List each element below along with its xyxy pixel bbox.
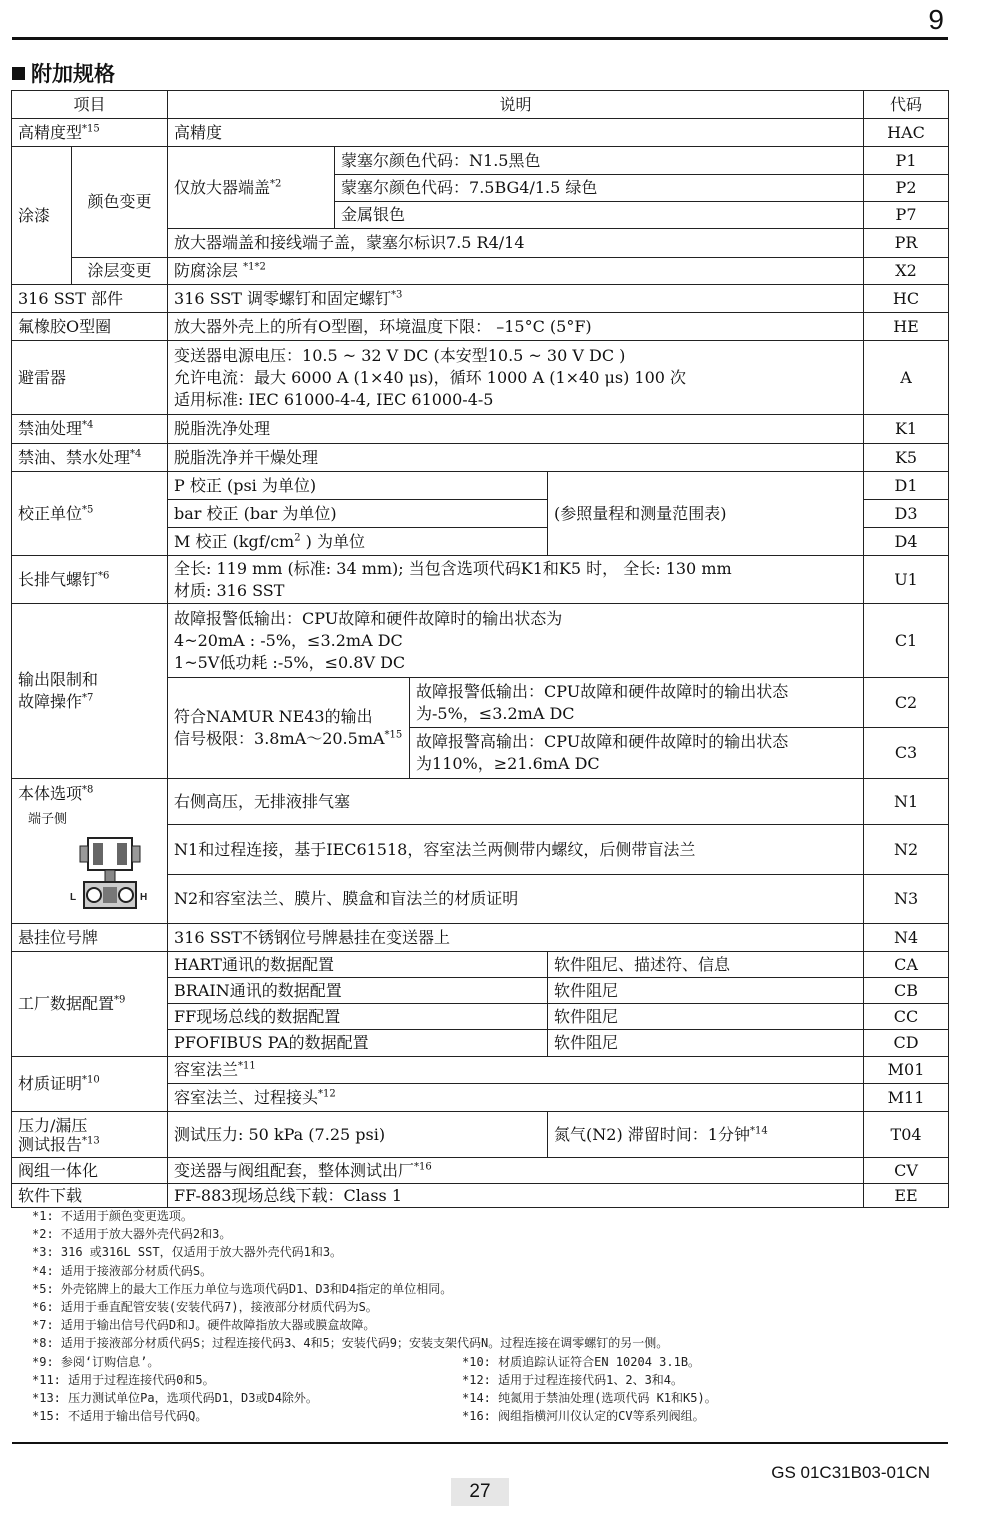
code-cell: HC (864, 285, 949, 313)
desc-cell: 右侧高压，无排液排气塞 (168, 779, 864, 825)
table-row (12, 258, 949, 285)
desc-cell: 软件阻尼、描述符、信息 (548, 952, 864, 978)
header-description: 说明 (168, 91, 864, 119)
desc-cell: 故障报警高输出：CPU故障和硬件故障时的输出状态 为110%，≥21.6mA DC (410, 728, 864, 779)
code-cell: P2 (864, 175, 949, 202)
item-cell: 禁油、禁水处理$^{*4}$ (12, 444, 168, 472)
chapter-number: 9 (928, 4, 944, 35)
item-cell: 316 SST 部件 (12, 285, 168, 313)
footnote-pair (32, 1371, 932, 1389)
footnote: *2: 不适用于放大器外壳代码2和3。 (32, 1227, 232, 1242)
desc-cell: M 校正 ($kgf/cm^2$ ) 为单位 (168, 528, 548, 556)
code-cell: CB (864, 978, 949, 1004)
desc-cell: PFOFIBUS PA的数据配置 (168, 1030, 548, 1057)
code-cell: N2 (864, 825, 949, 875)
item-cell: 悬挂位号牌 (12, 924, 168, 952)
desc-cell: 蒙塞尔颜色代码：N1.5黑色 (335, 147, 864, 175)
code-cell: PR (864, 229, 949, 258)
desc-cell: 全长: 119 mm (标准: 34 mm); 当包含选项代码K1和K5 时， 全长: 130 mm 材质: 316 SST (168, 556, 864, 604)
code-cell: HE (864, 313, 949, 341)
header-code: 代码 (864, 91, 949, 119)
item-cell: 工厂数据配置$^{*9}$ (12, 952, 168, 1057)
footnote: *1: 不适用于颜色变更选项。 (32, 1209, 193, 1223)
desc-cell: 316 SST不锈钢位号牌悬挂在变送器上 (168, 924, 864, 952)
item-cell: 软件下载 (12, 1184, 168, 1208)
desc-cell: 脱脂洗净处理 (168, 415, 864, 444)
section-title (12, 58, 115, 88)
code-cell: X2 (864, 258, 949, 285)
code-cell: C2 (864, 678, 949, 728)
code-cell: CD (864, 1030, 949, 1057)
item-cell: 压力/漏压 测试报告$^{*13}$ (12, 1112, 168, 1158)
desc-cell: 氮气(N2) 滞留时间：1分钟$^{*14}$ (548, 1112, 864, 1158)
table-row (12, 444, 949, 472)
desc-cell: 测试压力: 50 kPa (7.25 psi) (168, 1112, 548, 1158)
table-row (12, 313, 949, 341)
code-cell: P1 (864, 147, 949, 175)
table-row (12, 1184, 949, 1208)
desc-cell: BRAIN通讯的数据配置 (168, 978, 548, 1004)
desc-cell: P 校正 (psi 为单位) (168, 472, 548, 500)
code-cell: C1 (864, 604, 949, 678)
footnote: *14: 纯氮用于禁油处理(选项代码 K1和K5)。 (462, 1390, 717, 1405)
desc-cell: 故障报警低输出：CPU故障和硬件故障时的输出状态 为-5%，≤3.2mA DC (410, 678, 864, 728)
page-number: 27 (451, 1478, 509, 1506)
top-rule (12, 37, 948, 40)
section-title-text: 附加规格 (31, 62, 115, 86)
footnote: *9: 参阅‘订购信息’。 (32, 1354, 160, 1369)
desc-cell: 脱脂洗净并干燥处理 (168, 444, 864, 472)
transmitter-diagram-icon (70, 835, 148, 917)
footnote: *7: 适用于输出信号代码D和J。硬件故障指放大器或膜盒故障。 (32, 1318, 376, 1333)
code-cell: D3 (864, 500, 949, 528)
code-cell: CC (864, 1004, 949, 1030)
table-row (12, 415, 949, 444)
desc-cell: FF现场总线的数据配置 (168, 1004, 548, 1030)
spec-table (11, 90, 949, 1208)
desc-cell: N2和容室法兰、膜片、膜盒和盲法兰的材质证明 (168, 875, 864, 924)
desc-cell: 变送器与阀组配套，整体测试出厂$^{*16}$ (168, 1158, 864, 1184)
square-bullet-icon (12, 67, 25, 80)
table-row (12, 556, 949, 604)
desc-cell: 高精度 (168, 119, 864, 147)
table-row (12, 1158, 949, 1184)
footnote: *16: 阀组指横河川仪认定的CV等系列阀组。 (462, 1409, 705, 1424)
footnote: *6: 适用于垂直配管安装(安装代码7)，接液部分材质代码为S。 (32, 1299, 378, 1314)
item-cell: 氟橡胶O型圈 (12, 313, 168, 341)
desc-cell: bar 校正 (bar 为单位) (168, 500, 548, 528)
footnote: *4: 适用于接液部分材质代码S。 (32, 1263, 213, 1278)
item-cell: 材质证明$^{*10}$ (12, 1057, 168, 1112)
desc-cell: 防腐涂层 $^{*1*2}$ (168, 258, 864, 285)
item-subcell: 颜色变更 (72, 147, 168, 258)
item-cell: 输出限制和 故障操作$^{*7}$ (12, 604, 168, 779)
table-header-row (12, 91, 949, 119)
bottom-rule (12, 1442, 948, 1444)
code-cell: CA (864, 952, 949, 978)
table-row (12, 285, 949, 313)
code-cell: K5 (864, 444, 949, 472)
desc-cell: 容室法兰、过程接头$^{*12}$ (168, 1084, 864, 1112)
desc-cell: 放大器端盖和接线端子盖，蒙塞尔标识7.5 R4/14 (168, 229, 864, 258)
desc-cell: 放大器外壳上的所有O型圈，环境温度下限： –15°C (5°F) (168, 313, 864, 341)
code-cell: N4 (864, 924, 949, 952)
item-cell: 涂漆 (12, 147, 72, 285)
table-row (12, 1057, 949, 1084)
code-cell: EE (864, 1184, 949, 1208)
document-number: GS 01C31B03-01CN (771, 1463, 930, 1482)
code-cell: A (864, 341, 949, 415)
footnote: *15: 不适用于输出信号代码Q。 (32, 1409, 208, 1424)
transmitter-figure (70, 835, 161, 923)
code-cell: C3 (864, 728, 949, 779)
desc-cell: 316 SST 调零螺钉和固定螺钉$^{*3}$ (168, 285, 864, 313)
desc-cell: 故障报警低输出：CPU故障和硬件故障时的输出状态为 4~20mA : -5%，≤3.2mA DC 1~5V低功耗 :-5%，≤0.8V DC (168, 604, 864, 678)
table-row (12, 119, 949, 147)
code-cell: HAC (864, 119, 949, 147)
table-row (12, 779, 949, 825)
footnote: *11: 适用于过程连接代码0和5。 (32, 1372, 215, 1387)
table-row (12, 1112, 949, 1158)
table-row (12, 924, 949, 952)
footnote: *8: 适用于接液部分材质代码S；过程连接代码3、4和5；安装代码9；安装支架代码N。过程连接在调零螺钉的另一侧。 (32, 1336, 669, 1351)
footnote-pair (32, 1353, 932, 1371)
footnote-pair (32, 1407, 932, 1425)
item-cell: 校正单位$^{*5}$ (12, 472, 168, 556)
code-cell: N1 (864, 779, 949, 825)
footnote: *12: 适用于过程连接代码1、2、3和4。 (462, 1372, 684, 1387)
desc-cell: 仅放大器端盖$^{*2}$ (168, 147, 335, 229)
code-cell: M01 (864, 1057, 949, 1084)
low-side-label: L (70, 892, 77, 903)
high-side-label: H (140, 892, 148, 903)
code-cell: D4 (864, 528, 949, 556)
item-cell: 长排气螺钉$^{*6}$ (12, 556, 168, 604)
terminal-side-label: 端子侧 (28, 812, 68, 827)
desc-cell: 容室法兰$^{*11}$ (168, 1057, 864, 1084)
desc-cell: N1和过程连接，基于IEC61518，容室法兰两侧带内螺纹，后侧带盲法兰 (168, 825, 864, 875)
desc-cell: 符合NAMUR NE43的输出 信号极限：$3.8mA\sim 20.5mA^{*15}$ (168, 678, 410, 779)
footnote: *10: 材质追踪认证符合EN 10204 3.1B。 (462, 1354, 701, 1369)
item-cell: 高精度型$^{*15}$ (12, 119, 168, 147)
table-row (12, 341, 949, 415)
desc-cell: HART通讯的数据配置 (168, 952, 548, 978)
desc-cell: 软件阻尼 (548, 1030, 864, 1057)
footnotes (32, 1207, 932, 1425)
table-row (12, 472, 949, 500)
desc-cell: 软件阻尼 (548, 978, 864, 1004)
table-row (12, 604, 949, 678)
item-cell: 本体选项$^{*8}$ 端子侧 L H (12, 779, 168, 924)
header-item: 项目 (12, 91, 168, 119)
code-cell: P7 (864, 202, 949, 229)
code-cell: D1 (864, 472, 949, 500)
item-cell: 阀组一体化 (12, 1158, 168, 1184)
item-cell: 避雷器 (12, 341, 168, 415)
desc-cell: 金属银色 (335, 202, 864, 229)
code-cell: K1 (864, 415, 949, 444)
code-cell: U1 (864, 556, 949, 604)
desc-cell: FF-883现场总线下载：Class 1 (168, 1184, 864, 1208)
item-cell: 禁油处理$^{*4}$ (12, 415, 168, 444)
footnote: *3: 316 或316L SST，仅适用于放大器外壳代码1和3。 (32, 1245, 343, 1260)
footnote-pair (32, 1389, 932, 1407)
item-subcell: 涂层变更 (72, 258, 168, 285)
desc-cell: 蒙塞尔颜色代码：7.5BG4/1.5 绿色 (335, 175, 864, 202)
code-cell: CV (864, 1158, 949, 1184)
code-cell: T04 (864, 1112, 949, 1158)
footnote: *5: 外壳铭牌上的最大工作压力单位与选项代码D1、D3和D4指定的单位相同。 (32, 1281, 453, 1296)
table-row (12, 147, 949, 175)
code-cell: N3 (864, 875, 949, 924)
table-row (12, 952, 949, 978)
desc-cell: 变送器电源电压：10.5 ~ 32 V DC (本安型10.5 ~ 30 V DC ) 允许电流：最大 6000 A (1×40 μs)，循环 1000 A (1×40 μs) 100 次 适用标准: IEC 61000-4-4, IEC 61000-4-5 (168, 341, 864, 415)
footnote: *13: 压力测试单位Pa，选项代码D1，D3或D4除外。 (32, 1390, 318, 1405)
desc-cell: (参照量程和测量范围表) (548, 472, 864, 556)
desc-cell: 软件阻尼 (548, 1004, 864, 1030)
code-cell: M11 (864, 1084, 949, 1112)
